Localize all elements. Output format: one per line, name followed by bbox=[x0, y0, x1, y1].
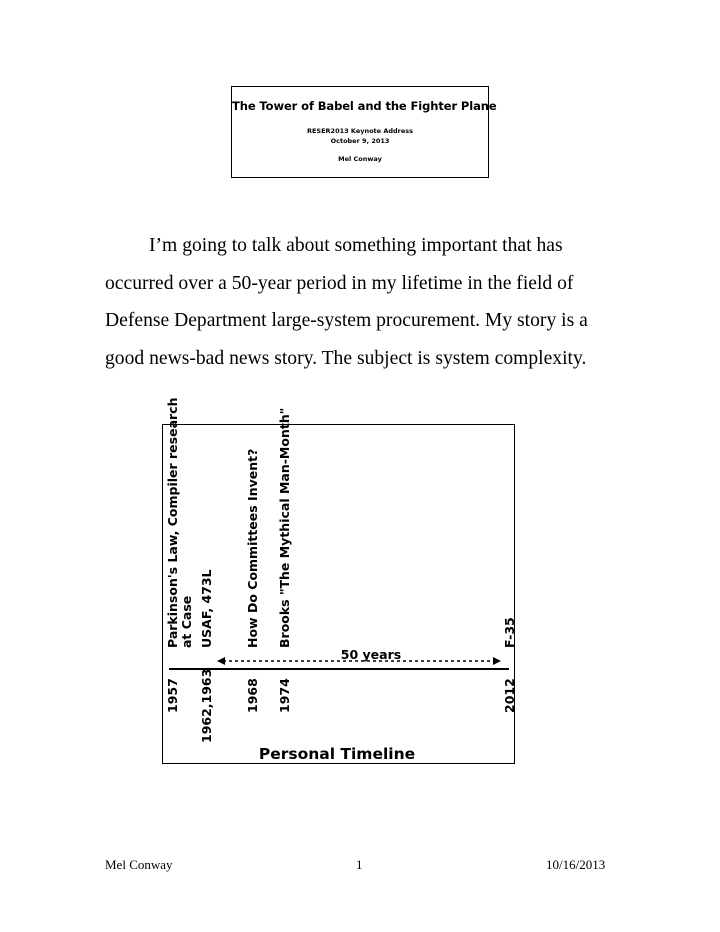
year-1974: 1974 bbox=[277, 678, 292, 713]
timeline-title: Personal Timeline bbox=[258, 745, 416, 763]
slide-author: Mel Conway bbox=[338, 155, 382, 163]
year-1957-group bbox=[165, 678, 180, 713]
event-1957-label: Parkinson's Law, Compiler research bbox=[165, 397, 180, 648]
footer-date: 10/16/2013 bbox=[546, 857, 606, 872]
event-1974-label-group bbox=[277, 408, 292, 648]
body-paragraph-block bbox=[105, 227, 625, 377]
year-1962-1963: 1962,1963 bbox=[199, 668, 214, 743]
body-paragraph: I’m going to talk about something important that has occurred over a 50-year period in my lifetime in the field of Defense Department large-system procurement. My story is a good news-bad news story. The subject is system complexity. bbox=[105, 235, 588, 369]
event-1974-label: Brooks "The Mythical Man-Month" bbox=[277, 407, 292, 648]
year-1974-group bbox=[277, 678, 292, 713]
year-2012: 2012 bbox=[502, 678, 517, 713]
event-1968-label-group bbox=[245, 449, 260, 648]
footer-author: Mel Conway bbox=[105, 857, 173, 872]
year-2012-group bbox=[502, 678, 517, 713]
event-1968-label: How Do Committees Invent? bbox=[245, 448, 260, 648]
span-label: 50 years bbox=[340, 647, 402, 662]
timeline-figure bbox=[162, 397, 517, 764]
footer-page-number: 1 bbox=[356, 857, 363, 872]
span-arrow-left-head bbox=[217, 657, 225, 665]
slide-title: The Tower of Babel and the Fighter Plane bbox=[232, 99, 497, 113]
timeline-svg bbox=[163, 397, 517, 763]
event-1962-label-group bbox=[199, 569, 214, 648]
event-1962-label: USAF, 473L bbox=[199, 569, 214, 648]
event-1957-label-group bbox=[165, 398, 194, 648]
slide-event: RESER2013 Keynote Address bbox=[306, 127, 414, 135]
year-1962-group bbox=[199, 669, 214, 743]
year-1957: 1957 bbox=[165, 678, 180, 713]
slide-date: October 9, 2013 bbox=[330, 137, 390, 145]
span-arrow-right-head bbox=[493, 657, 501, 665]
event-2012-label-group bbox=[502, 617, 517, 648]
event-1957-label-line2: at Case bbox=[179, 595, 194, 648]
year-1968: 1968 bbox=[245, 678, 260, 713]
year-1968-group bbox=[245, 678, 260, 713]
title-slide bbox=[231, 86, 497, 178]
event-2012-label: F-35 bbox=[502, 617, 517, 648]
